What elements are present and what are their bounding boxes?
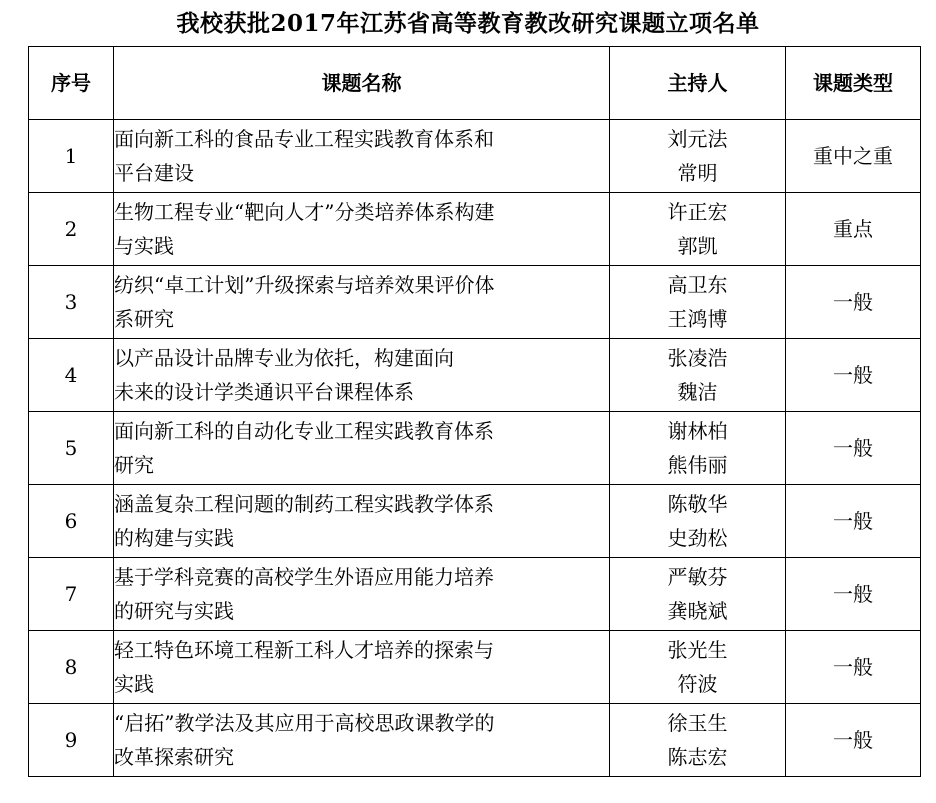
project-name-cell [114, 193, 610, 266]
project-name-line: 面向新工科的自动化专业工程实践教育体系 [114, 419, 494, 443]
project-type: 一般 [786, 266, 921, 339]
host-name: 刘元法 [667, 127, 728, 151]
host-name: 龚晓斌 [667, 599, 728, 623]
row-number: 5 [29, 412, 114, 485]
header-no: 序号 [29, 47, 114, 120]
table-row [29, 631, 921, 704]
project-name-cell [114, 120, 610, 193]
host-cell [610, 558, 786, 631]
project-name-line: 以产品设计品牌专业为依托，构建面向 [114, 346, 454, 370]
table-row [29, 704, 921, 777]
row-number: 9 [29, 704, 114, 777]
project-name-line: 面向新工科的食品专业工程实践教育体系和 [114, 127, 494, 151]
host-cell [610, 631, 786, 704]
header-host: 主持人 [610, 47, 786, 120]
host-name: 严敏芬 [667, 565, 728, 589]
project-type: 一般 [786, 704, 921, 777]
row-number: 6 [29, 485, 114, 558]
project-name-cell [114, 339, 610, 412]
table-row [29, 120, 921, 193]
host-name: 许正宏 [667, 200, 728, 224]
row-number: 2 [29, 193, 114, 266]
host-cell [610, 412, 786, 485]
project-type: 一般 [786, 412, 921, 485]
host-name: 张凌浩 [667, 346, 728, 370]
project-type: 一般 [786, 485, 921, 558]
project-type: 一般 [786, 631, 921, 704]
project-name-cell [114, 704, 610, 777]
host-name: 高卫东 [667, 273, 728, 297]
host-name: 熊伟丽 [667, 453, 728, 477]
project-name-line: 与实践 [114, 234, 174, 258]
project-name-cell [114, 266, 610, 339]
row-number: 3 [29, 266, 114, 339]
project-name-cell [114, 412, 610, 485]
table-row [29, 412, 921, 485]
page-title: 我校获批2017年江苏省高等教育教改研究课题立项名单 [176, 10, 760, 37]
host-name: 史劲松 [667, 526, 728, 550]
host-name: 陈志宏 [667, 745, 728, 769]
project-name-line: 基于学科竞赛的高校学生外语应用能力培养 [114, 565, 494, 589]
project-name-line: 实践 [114, 672, 154, 696]
project-name-line: 生物工程专业“靶向人才”分类培养体系构建 [114, 200, 495, 224]
project-name-line: “启拓”教学法及其应用于高校思政课教学的 [114, 711, 495, 735]
project-name-cell [114, 631, 610, 704]
row-number: 8 [29, 631, 114, 704]
host-name: 徐玉生 [667, 711, 728, 735]
host-name: 常明 [677, 161, 718, 185]
project-type: 重中之重 [786, 120, 921, 193]
table-row [29, 193, 921, 266]
project-name-line: 改革探索研究 [114, 745, 234, 769]
host-name: 郭凯 [677, 234, 718, 258]
project-type: 一般 [786, 558, 921, 631]
project-name-line: 研究 [114, 453, 154, 477]
project-type: 重点 [786, 193, 921, 266]
project-table [28, 46, 921, 777]
host-cell [610, 266, 786, 339]
project-name-cell [114, 558, 610, 631]
host-name: 陈敬华 [667, 492, 728, 516]
host-cell [610, 120, 786, 193]
project-name-line: 的研究与实践 [114, 599, 234, 623]
host-cell [610, 485, 786, 558]
header-type: 课题类型 [786, 47, 921, 120]
table-row [29, 485, 921, 558]
row-number: 4 [29, 339, 114, 412]
header-name: 课题名称 [114, 47, 610, 120]
host-cell [610, 193, 786, 266]
project-name-line: 系研究 [114, 307, 174, 331]
host-name: 王鸿博 [667, 307, 728, 331]
table-row [29, 339, 921, 412]
project-name-line: 轻工特色环境工程新工科人才培养的探索与 [114, 638, 494, 662]
host-cell [610, 339, 786, 412]
host-cell [610, 704, 786, 777]
table-row [29, 266, 921, 339]
host-name: 谢林柏 [667, 419, 728, 443]
project-name-line: 涵盖复杂工程问题的制药工程实践教学体系 [114, 492, 494, 516]
project-name-line: 平台建设 [114, 161, 194, 185]
project-name-line: 未来的设计学类通识平台课程体系 [114, 380, 414, 404]
host-name: 符波 [677, 672, 718, 696]
project-name-line: 的构建与实践 [114, 526, 234, 550]
project-name-line: 纺织“卓工计划”升级探索与培养效果评价体 [114, 273, 495, 297]
row-number: 7 [29, 558, 114, 631]
host-name: 张光生 [667, 638, 728, 662]
row-number: 1 [29, 120, 114, 193]
project-name-cell [114, 485, 610, 558]
table-header-row [29, 47, 921, 120]
table-row [29, 558, 921, 631]
host-name: 魏洁 [677, 380, 718, 404]
project-type: 一般 [786, 339, 921, 412]
